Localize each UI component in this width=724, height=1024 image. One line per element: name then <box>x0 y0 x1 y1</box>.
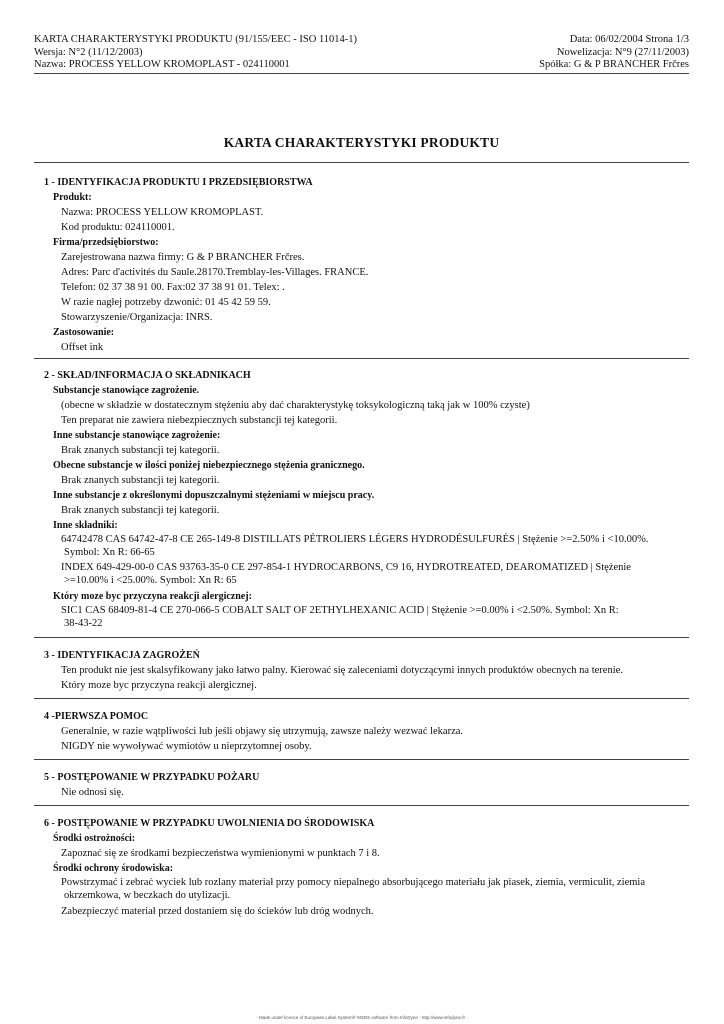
product-name: Nazwa: PROCESS YELLOW KROMOPLAST. <box>61 207 264 218</box>
ingredient-2 <box>61 561 689 589</box>
header-row-2 <box>34 47 689 60</box>
hazards-line-1: Ten produkt nie jest skalsyfikowany jako łatwo palny. Kierować się zaleceniami dotyczącymi innych produktów obecnych na terenie. <box>61 665 623 676</box>
product-label: Produkt: <box>53 192 92 203</box>
hazardous-substances-note: (obecne w składzie w dostatecznym stężeniu aby dać charakterystykę toksykologiczną taką jak w 100% czyste) <box>61 400 530 411</box>
header-version: Wersja: N°2 (11/12/2003) <box>34 46 143 58</box>
section-2 <box>44 368 689 632</box>
company-label: Firma/przedsiębiorstwo: <box>53 237 159 248</box>
header-date-page: Data: 06/02/2004 Strona 1/3 <box>569 34 689 45</box>
header-revision: Nowelizacja: N°9 (27/11/2003) <box>556 46 689 58</box>
precautions-label: Środki ostrożności: <box>53 833 136 844</box>
page-title: KARTA CHARAKTERYSTYKI PRODUKTU <box>223 135 500 150</box>
below-limit-value: Brak znanych substancji tej kategorii. <box>61 475 220 486</box>
allergen-label: Który moze byc przyczyna reakcji alergicznej: <box>53 591 252 602</box>
section-1-title: 1 - IDENTYFIKACJA PRODUKTU I PRZEDSIĘBIORSTWA <box>44 177 313 188</box>
page-footer: - Made under licence of European Label System® MSDS software from InfoDyne - http://www.infodyne.fr - <box>256 1015 468 1020</box>
workplace-limits-value: Brak znanych substancji tej kategorii. <box>61 505 220 516</box>
section-6-title: 6 - POSTĘPOWANIE W PRZYPADKU UWOLNIENIA DO ŚRODOWISKA <box>44 818 375 829</box>
other-hazardous-label: Inne substancje stanowiące zagrożenie: <box>53 430 221 441</box>
section-5 <box>44 770 689 800</box>
below-limit-label: Obecne substancje w ilości poniżej niebezpiecznego stężenia granicznego. <box>53 460 365 471</box>
hazardous-substances-value: Ten preparat nie zawiera niebezpiecznych substancji tej kategorii. <box>61 415 338 426</box>
ingredient-3 <box>61 604 689 632</box>
header-row-1 <box>34 34 689 47</box>
other-ingredients-label: Inne składniki: <box>53 520 118 531</box>
first-aid-line-1: Generalnie, w razie wątpliwości lub jeśli objawy się utrzymują, zawsze należy wezwać lekarza. <box>61 726 464 737</box>
hazardous-substances-label: Substancje stanowiące zagrożenie. <box>53 385 200 396</box>
section-divider <box>34 759 689 760</box>
ingredient-1-line-1: 64742478 CAS 64742-47-8 CE 265-149-8 DISTILLATS PÉTROLIERS LÉGERS HYDRODÉSULFURÉS | Stężenie >=2.50% i <10.00%. <box>61 534 649 545</box>
usage-label: Zastosowanie: <box>53 327 115 338</box>
hazards-line-2: Który moze byc przyczyna reakcji alergicznej. <box>61 680 257 691</box>
company-address: Adres: Parc d'activités du Saule.28170.Tremblay-les-Villages. FRANCE. <box>61 267 369 278</box>
environment-value-1 <box>61 876 689 904</box>
workplace-limits-label: Inne substancje z określonymi dopuszczalnymi stężeniami w miejscu pracy. <box>53 490 375 501</box>
header-row-3 <box>34 59 689 72</box>
document-body <box>44 175 689 919</box>
title-divider <box>34 162 689 163</box>
section-3-title: 3 - IDENTYFIKACJA ZAGROŻEŃ <box>44 650 200 661</box>
section-4-title: 4 -PIERWSZA POMOC <box>44 711 149 722</box>
header-company: Spółka: G & P BRANCHER Frčres <box>539 59 689 70</box>
usage-value: Offset ink <box>61 342 104 353</box>
section-3 <box>44 648 689 693</box>
section-5-title: 5 - POSTĘPOWANIE W PRZYPADKU POŻARU <box>44 772 260 783</box>
environment-value-1-line-1: Powstrzymać i zebrać wyciek lub rozlany materiał przy pomocy niepalnego absorbującego materiału jak piasek, ziemia, vermiculit, ziemia <box>61 877 645 888</box>
section-divider <box>34 637 689 638</box>
section-divider <box>34 805 689 806</box>
precautions-value: Zapoznać się ze środkami bezpieczeństwa wymienionymi w punktach 7 i 8. <box>61 848 380 859</box>
company-name: Zarejestrowana nazwa firmy: G & P BRANCHER Frčres. <box>61 252 305 263</box>
ingredient-3-line-2: 38-43-22 <box>64 617 103 629</box>
environment-label: Środki ochrony środowiska: <box>53 863 174 874</box>
environment-value-2: Zabezpieczyć materiał przed dostaniem się do ścieków lub dróg wodnych. <box>61 906 374 917</box>
section-2-title: 2 - SKŁAD/INFORMACJA O SKŁADNIKACH <box>44 370 251 381</box>
ingredient-1-line-2: Symbol: Xn R: 66-65 <box>64 546 155 558</box>
company-phone: Telefon: 02 37 38 91 00. Fax:02 37 38 91 01. Telex: . <box>61 282 285 293</box>
section-divider <box>34 358 689 359</box>
document-header <box>34 34 689 72</box>
first-aid-line-2: NIGDY nie wywoływać wymiotów u nieprzytomnej osoby. <box>61 741 312 752</box>
emergency-phone: W razie nagłej potrzeby dzwonić: 01 45 42 59 59. <box>61 297 271 308</box>
ingredient-1 <box>61 533 689 561</box>
product-code: Kod produktu: 024110001. <box>61 222 175 233</box>
header-doc-type: KARTA CHARAKTERYSTYKI PRODUKTU (91/155/EEC - ISO 11014-1) <box>34 34 358 45</box>
other-hazardous-value: Brak znanych substancji tej kategorii. <box>61 445 220 456</box>
header-divider <box>34 73 689 74</box>
ingredient-2-line-2: >=10.00% i <25.00%. Symbol: Xn R: 65 <box>64 574 237 586</box>
ingredient-3-line-1: SIC1 CAS 68409-81-4 CE 270-066-5 COBALT SALT OF 2ETHYLHEXANIC ACID | Stężenie >=0.00% i <2.50%. Symbol: Xn R: <box>61 605 619 616</box>
header-product-name: Nazwa: PROCESS YELLOW KROMOPLAST - 024110001 <box>34 59 290 70</box>
ingredient-2-line-1: INDEX 649-429-00-0 CAS 93763-35-0 CE 297-854-1 HYDROCARBONS, C9 16, HYDROTREATED, DEAROMATIZED | Stężenie <box>61 562 631 573</box>
organization: Stowarzyszenie/Organizacja: INRS. <box>61 312 213 323</box>
fire-line-1: Nie odnosi się. <box>61 787 124 798</box>
section-6 <box>44 816 689 919</box>
section-4 <box>44 709 689 754</box>
section-1 <box>44 175 689 355</box>
environment-value-1-line-2: okrzemkowa, w beczkach do utylizacji. <box>64 889 231 901</box>
section-divider <box>34 698 689 699</box>
